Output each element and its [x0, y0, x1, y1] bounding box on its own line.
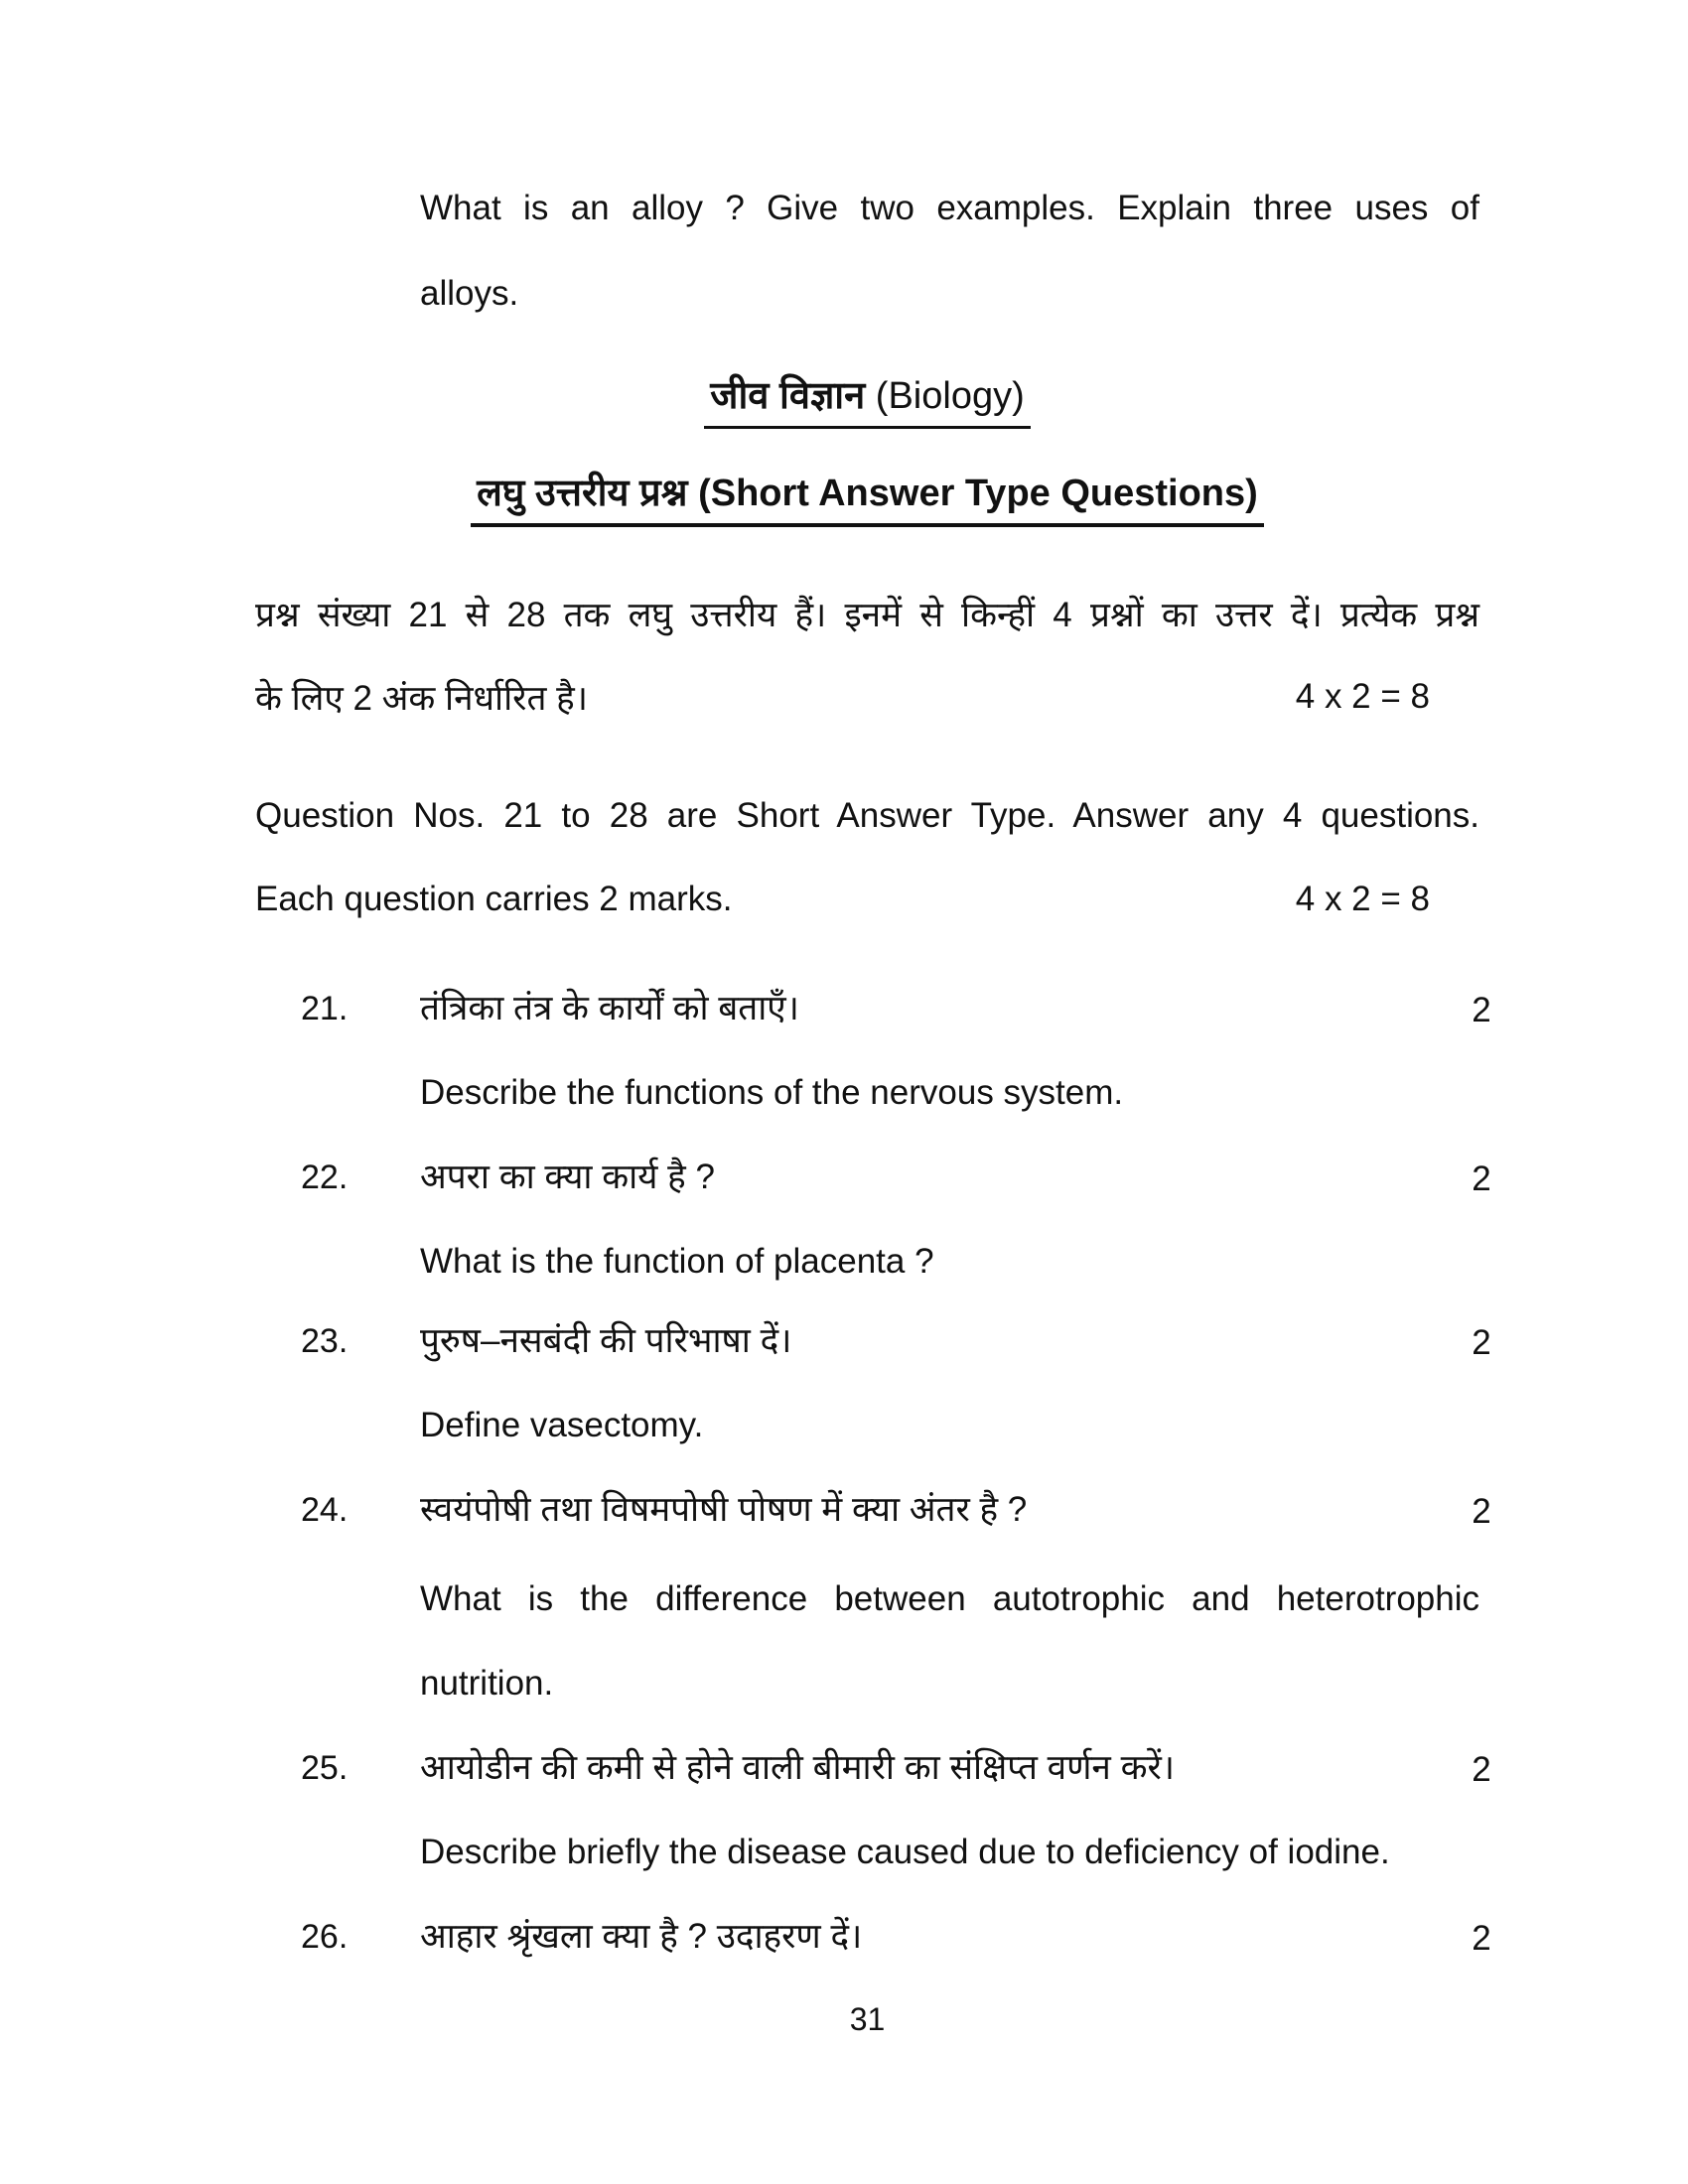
question-22-marks: 2 — [1472, 1160, 1491, 1198]
subsection-heading — [255, 471, 1479, 527]
question-22-hindi: अपरा का क्या कार्य है ? — [420, 1158, 715, 1196]
instructions-english-line1: Question Nos. 21 to 28 are Short Answer Type. Answer any 4 questions. — [255, 796, 1479, 835]
question-21-english: Describe the functions of the nervous system. — [420, 1073, 1124, 1112]
question-25-number: 25. — [301, 1749, 349, 1787]
question-25-marks: 2 — [1472, 1750, 1491, 1789]
instructions-hindi-marks: 4 x 2 = 8 — [1295, 677, 1430, 716]
question-21-hindi: तंत्रिका तंत्र के कार्यों को बताएँ। — [420, 989, 799, 1027]
instructions-hindi-line1: प्रश्न संख्या 21 से 28 तक लघु उत्तरीय हैं। इनमें से किन्हीं 4 प्रश्नों का उत्तर दें। प्रत्येक प्रश्न — [255, 596, 1479, 634]
question-23-english: Define vasectomy. — [420, 1406, 704, 1444]
question-24-english-line1: What is the difference between autotrophic and heterotrophic — [420, 1579, 1479, 1618]
question-26-marks: 2 — [1472, 1919, 1491, 1958]
question-22-number: 22. — [301, 1159, 349, 1196]
instructions-english-line2: Each question carries 2 marks. — [255, 880, 733, 918]
section-heading — [255, 373, 1479, 429]
question-25-english: Describe briefly the disease caused due to deficiency of iodine. — [420, 1833, 1390, 1871]
question-24-hindi: स्वयंपोषी तथा विषमपोषी पोषण में क्या अंतर है ? — [420, 1490, 1028, 1529]
question-21-number: 21. — [301, 990, 349, 1027]
question-25-hindi: आयोडीन की कमी से होने वाली बीमारी का संक्षिप्त वर्णन करें। — [420, 1748, 1176, 1787]
continuation-question-line2: alloys. — [420, 274, 519, 313]
question-26-hindi: आहार श्रृंखला क्या है ? उदाहरण दें। — [420, 1917, 863, 1956]
section-title-hindi: जीव विज्ञान — [710, 375, 866, 417]
subsection-heading-underline — [471, 471, 1264, 527]
instructions-hindi-line2: के लिए 2 अंक निर्धारित है। — [255, 679, 588, 718]
instructions-english-marks: 4 x 2 = 8 — [1295, 880, 1430, 918]
page-number: 31 — [849, 2001, 886, 2037]
section-title-english: (Biology) — [875, 375, 1025, 417]
question-24-english-line2: nutrition. — [420, 1664, 554, 1703]
subsection-title-english: (Short Answer Type Questions) — [698, 473, 1258, 514]
question-26-number: 26. — [301, 1918, 349, 1956]
question-24-number: 24. — [301, 1491, 349, 1529]
question-23-number: 23. — [301, 1322, 349, 1360]
continuation-question-line1: What is an alloy ? Give two examples. Explain three uses of — [420, 189, 1479, 227]
question-21-marks: 2 — [1472, 991, 1491, 1029]
subsection-title-hindi: लघु उत्तरीय प्रश्न — [477, 473, 688, 514]
section-heading-underline — [704, 373, 1031, 429]
question-24-marks: 2 — [1472, 1492, 1491, 1531]
question-23-hindi: पुरुष–नसबंदी की परिभाषा दें। — [420, 1321, 792, 1360]
question-22-english: What is the function of placenta ? — [420, 1242, 934, 1281]
question-23-marks: 2 — [1472, 1323, 1491, 1362]
